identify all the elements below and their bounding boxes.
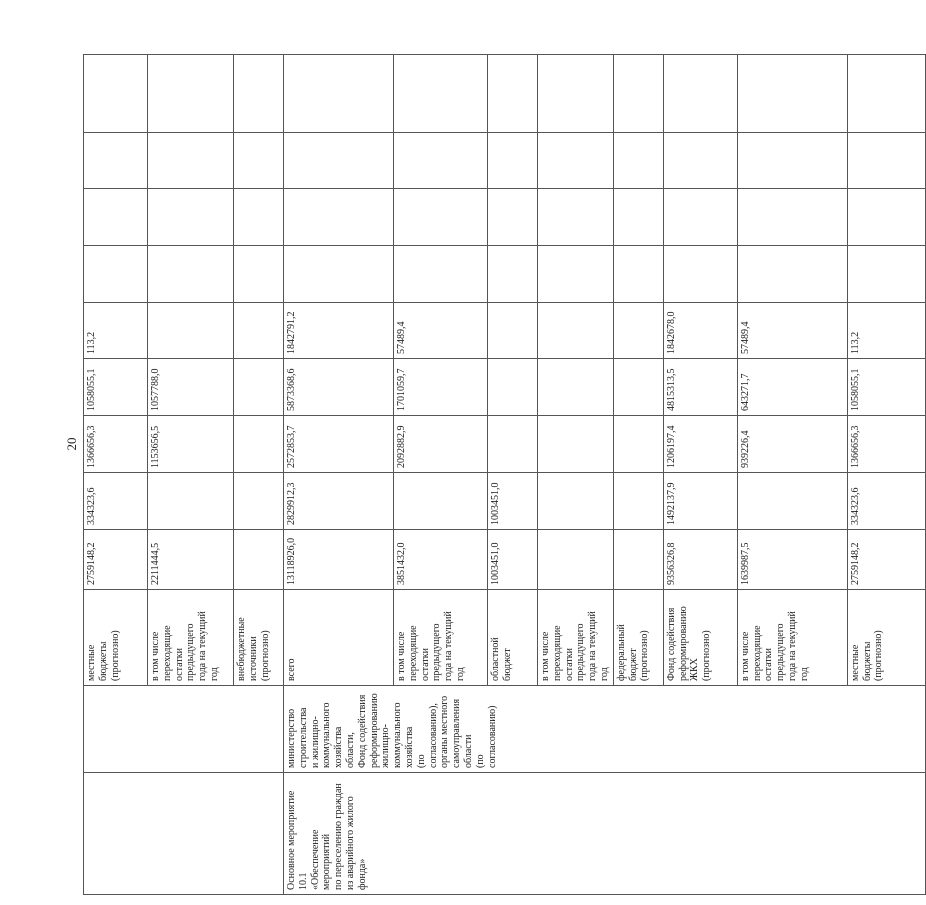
- value-cell: [148, 55, 234, 133]
- value-cell: 113,2: [847, 303, 925, 359]
- value-cell: 2829912,3: [284, 473, 394, 530]
- table-body: [84, 55, 926, 895]
- value-cell: [737, 246, 847, 303]
- value-cell: 334323,6: [84, 473, 148, 530]
- value-cell: [538, 303, 614, 359]
- value-cell: 2211444,5: [148, 530, 234, 590]
- funding-source-cell: местные бюджеты (прогнозно): [847, 590, 925, 686]
- value-cell: [613, 530, 663, 590]
- value-cell: [148, 189, 234, 246]
- table-row: [284, 55, 394, 895]
- funding-source-cell: всего: [284, 590, 394, 686]
- value-cell: 113,2: [84, 303, 148, 359]
- value-cell: 2572853,7: [284, 416, 394, 473]
- value-cell: [394, 473, 488, 530]
- value-cell: 5873368,6: [284, 359, 394, 416]
- funding-source-cell: в том числе переходящие остатки предыдущего года на текущий год: [538, 590, 614, 686]
- executor-cell: [84, 686, 284, 773]
- value-cell: 1842791,2: [284, 303, 394, 359]
- value-cell: 4815313,5: [663, 359, 737, 416]
- value-cell: 1003451,0: [488, 530, 538, 590]
- value-cell: [737, 189, 847, 246]
- value-cell: [148, 133, 234, 189]
- value-cell: 1492137,9: [663, 473, 737, 530]
- value-cell: 9356326,8: [663, 530, 737, 590]
- value-cell: [737, 55, 847, 133]
- value-cell: [613, 303, 663, 359]
- value-cell: [613, 133, 663, 189]
- value-cell: 643271,7: [737, 359, 847, 416]
- value-cell: [847, 246, 925, 303]
- value-cell: [663, 246, 737, 303]
- value-cell: [284, 189, 394, 246]
- page-number: 20: [64, 437, 79, 451]
- value-cell: 334323,6: [847, 473, 925, 530]
- value-cell: [84, 55, 148, 133]
- value-cell: [847, 189, 925, 246]
- value-cell: [84, 133, 148, 189]
- value-cell: [488, 246, 538, 303]
- value-cell: [84, 189, 148, 246]
- value-cell: [538, 359, 614, 416]
- value-cell: [234, 416, 284, 473]
- value-cell: [394, 246, 488, 303]
- value-cell: 57489,4: [394, 303, 488, 359]
- value-cell: 1206197,4: [663, 416, 737, 473]
- value-cell: [538, 416, 614, 473]
- value-cell: [663, 133, 737, 189]
- value-cell: [148, 246, 234, 303]
- value-cell: 1639987,5: [737, 530, 847, 590]
- value-cell: [394, 189, 488, 246]
- event-cell: [84, 773, 284, 895]
- value-cell: 1058055,1: [84, 359, 148, 416]
- value-cell: [538, 55, 614, 133]
- value-cell: 1057788,0: [148, 359, 234, 416]
- value-cell: 1366656,3: [84, 416, 148, 473]
- event-cell: Основное мероприятие 10.1 «Обеспечение мероприятий по переселению граждан из аварийного жилого фонда»: [284, 773, 926, 895]
- value-cell: [737, 473, 847, 530]
- value-cell: [538, 530, 614, 590]
- funding-source-cell: областной бюджет: [488, 590, 538, 686]
- value-cell: [284, 55, 394, 133]
- table-rotated-wrapper: [83, 55, 885, 895]
- value-cell: [234, 473, 284, 530]
- value-cell: 3851432,0: [394, 530, 488, 590]
- value-cell: 1701059,7: [394, 359, 488, 416]
- value-cell: [613, 246, 663, 303]
- value-cell: 2092882,9: [394, 416, 488, 473]
- value-cell: 13118926,0: [284, 530, 394, 590]
- value-cell: [538, 133, 614, 189]
- value-cell: [737, 133, 847, 189]
- value-cell: 1366656,3: [847, 416, 925, 473]
- value-cell: [234, 359, 284, 416]
- funding-source-cell: Фонд содействия реформированию ЖКХ (прогнозно): [663, 590, 737, 686]
- value-cell: [613, 189, 663, 246]
- funding-source-cell: в том числе переходящие остатки предыдущего года на текущий год: [394, 590, 488, 686]
- value-cell: 1003451,0: [488, 473, 538, 530]
- value-cell: 57489,4: [737, 303, 847, 359]
- funding-source-cell: местные бюджеты (прогнозно): [84, 590, 148, 686]
- funding-source-cell: федеральный бюджет (прогнозно): [613, 590, 663, 686]
- value-cell: [538, 246, 614, 303]
- value-cell: [84, 246, 148, 303]
- value-cell: [847, 55, 925, 133]
- value-cell: [148, 473, 234, 530]
- value-cell: [613, 473, 663, 530]
- value-cell: [538, 189, 614, 246]
- value-cell: [234, 133, 284, 189]
- table-row: [84, 55, 148, 895]
- executor-cell: министерство строительства и жилищно- коммунального хозяйства области, Фонд содействия реформированию жилищно- коммунального хозяйства (по согласованию), органы местного самоуправления области (по согласованию): [284, 686, 926, 773]
- value-cell: 2759148,2: [84, 530, 148, 590]
- value-cell: [234, 246, 284, 303]
- value-cell: [148, 303, 234, 359]
- funding-source-cell: в том числе переходящие остатки предыдущего года на текущий год: [737, 590, 847, 686]
- value-cell: [234, 303, 284, 359]
- value-cell: [284, 133, 394, 189]
- value-cell: [394, 55, 488, 133]
- value-cell: [663, 189, 737, 246]
- funding-source-cell: внебюджетные источники (прогнозно): [234, 590, 284, 686]
- value-cell: [613, 55, 663, 133]
- funding-table: [83, 54, 926, 895]
- value-cell: [488, 416, 538, 473]
- value-cell: [394, 133, 488, 189]
- value-cell: 1153656,5: [148, 416, 234, 473]
- value-cell: [663, 55, 737, 133]
- value-cell: [234, 189, 284, 246]
- value-cell: 1058055,1: [847, 359, 925, 416]
- value-cell: 939226,4: [737, 416, 847, 473]
- value-cell: [847, 133, 925, 189]
- value-cell: [538, 473, 614, 530]
- value-cell: [234, 55, 284, 133]
- value-cell: [488, 189, 538, 246]
- value-cell: [284, 246, 394, 303]
- value-cell: 1842678,0: [663, 303, 737, 359]
- value-cell: [613, 359, 663, 416]
- value-cell: [488, 55, 538, 133]
- value-cell: [488, 303, 538, 359]
- value-cell: [234, 530, 284, 590]
- funding-source-cell: в том числе переходящие остатки предыдущего года на текущий год: [148, 590, 234, 686]
- value-cell: [488, 359, 538, 416]
- value-cell: 2759148,2: [847, 530, 925, 590]
- value-cell: [488, 133, 538, 189]
- value-cell: [613, 416, 663, 473]
